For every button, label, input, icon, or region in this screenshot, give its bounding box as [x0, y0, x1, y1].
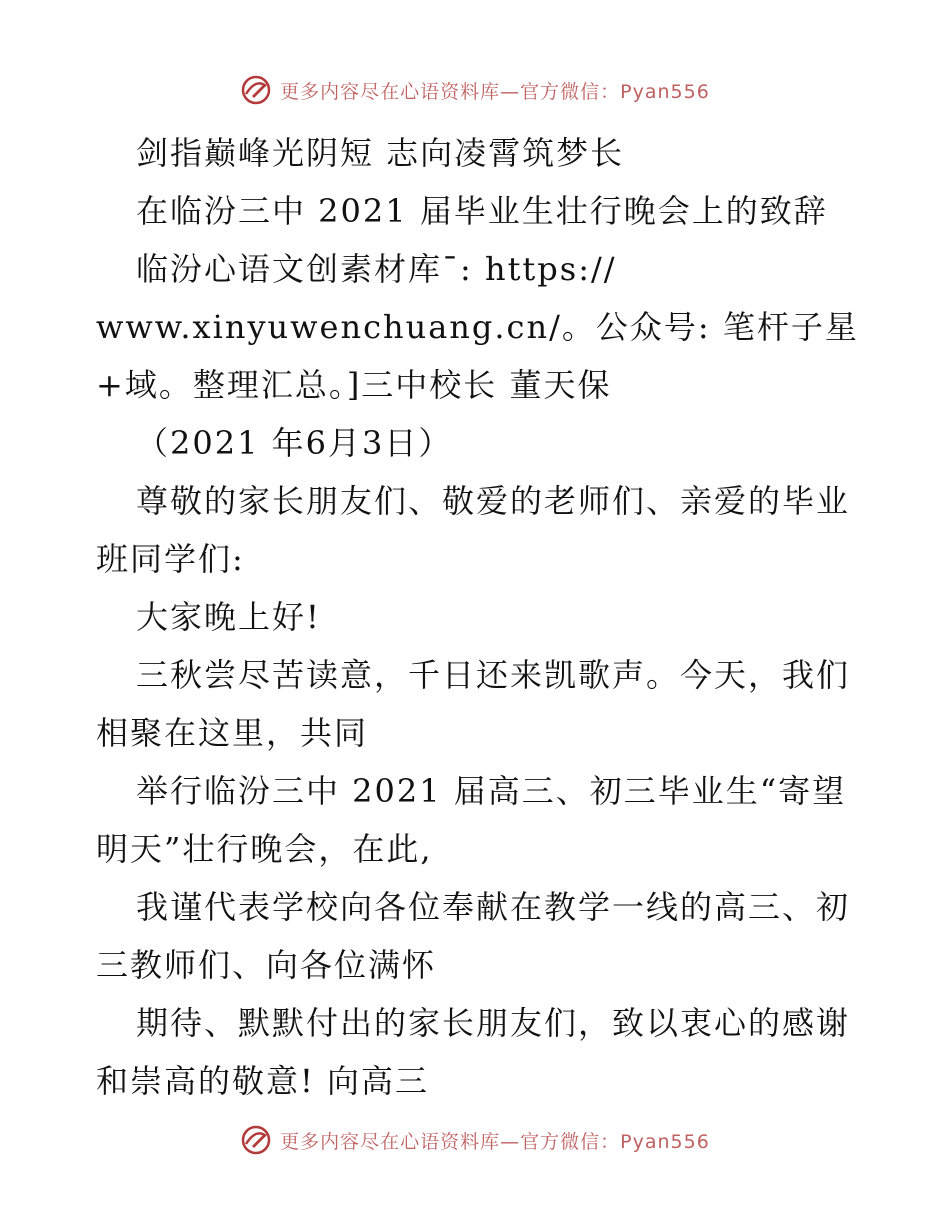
banner-inner: [240, 1124, 710, 1156]
text-line: 举行临汾三中 2021 届高三、初三毕业生“寄望: [136, 772, 847, 810]
banner-text: 更多内容尽在心语资料库—官方微信：Pyan556: [280, 1130, 710, 1153]
text-line: +域。整理汇总。]三中校长 董天保: [96, 366, 612, 404]
pen-logo-icon: [240, 74, 272, 106]
banner-inner: [240, 74, 710, 106]
text-line: 期待、默默付出的家长朋友们，致以衷心的感谢: [136, 1004, 851, 1042]
footer-banner: [0, 1120, 950, 1160]
pen-logo-icon: [240, 1124, 272, 1156]
banner-text: 更多内容尽在心语资料库—官方微信：Pyan556: [280, 80, 710, 103]
text-line: 班同学们:: [96, 540, 245, 578]
text-line: 在临汾三中 2021 届毕业生壮行晚会上的致辞: [136, 192, 828, 230]
text-line: 我谨代表学校向各位奉献在教学一线的高三、初: [136, 888, 851, 926]
header-banner: [0, 70, 950, 110]
text-line: 剑指巅峰光阴短 志向凌霄筑梦长: [136, 134, 625, 172]
text-line: www.xinyuwenchuang.cn/。公众号: 笔杆子星: [96, 308, 859, 346]
document-body: [96, 124, 866, 1110]
text-line: 明天”壮行晚会，在此,: [96, 830, 433, 868]
text-line: 三秋尝尽苦读意，千日还来凯歌声。今天，我们: [136, 656, 851, 694]
text-line: 三教师们、向各位满怀: [96, 946, 437, 984]
text-line: 和崇高的敬意! 向高三: [96, 1062, 430, 1100]
text-line: 尊敬的家长朋友们、敬爱的老师们、亲爱的毕业: [136, 482, 851, 520]
text-line: 临汾心语文创素材库¯: https://: [136, 250, 617, 288]
text-line: 大家晚上好!: [136, 598, 321, 636]
text-line: （2021 年6月3日）: [136, 424, 453, 462]
text-line: 相聚在这里，共同: [96, 714, 369, 752]
